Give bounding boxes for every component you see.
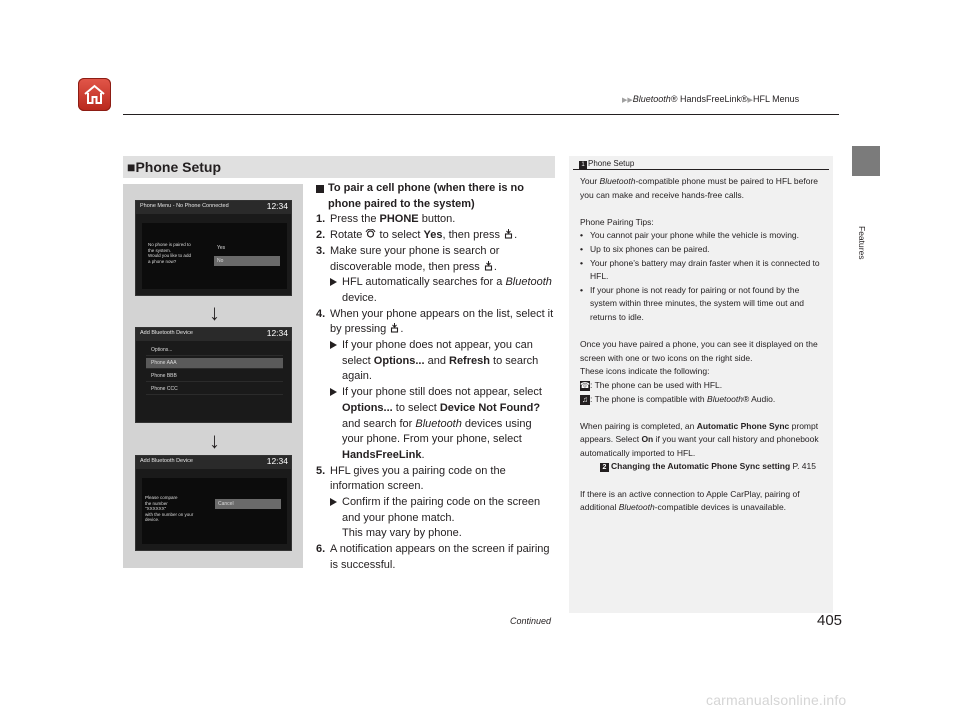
note-auto-search: HFL automatically searches for a Bluetooth device. xyxy=(330,275,556,306)
knob-icon xyxy=(365,229,376,239)
list-item-phone-bbb[interactable]: Phone BBB xyxy=(146,371,283,382)
dialog-message: No phone is paired to the system. Would you like to add a phone now? xyxy=(148,242,191,264)
note-confirm-code: Confirm if the pairing code on the screen and your phone match. This may vary by phone. xyxy=(330,495,556,542)
breadcrumb-bluetooth[interactable]: Bluetooth xyxy=(632,94,671,104)
press-icon xyxy=(389,323,400,333)
list-item-options[interactable]: Options... xyxy=(146,345,283,356)
step-2: 2. Rotate to select Yes, then press . xyxy=(316,229,518,242)
screen-title: Phone Menu - No Phone Connected xyxy=(140,203,229,209)
header-rule xyxy=(123,114,839,115)
home-button[interactable] xyxy=(78,78,111,111)
tip-item: • You cannot pair your phone while the vehicle is moving. xyxy=(580,229,828,243)
side-note-panel xyxy=(569,156,833,613)
step-5: 5. HFL gives you a pairing code on the information screen. Confirm if the pairing code on the screen and your phone match. This may vary by phone. xyxy=(316,464,556,543)
screen-clock: 12:34 xyxy=(266,201,288,211)
list-item-phone-aaa[interactable]: Phone AAA xyxy=(146,358,283,369)
audio-icon-row: ♫ : The phone is compatible with Bluetooth® Audio. xyxy=(582,393,776,404)
cancel-option[interactable]: Cancel xyxy=(215,499,281,509)
pairing-requirement: Your Bluetooth-compatible phone must be paired to HFL before you can make and receive hands-free calls. xyxy=(580,176,819,200)
note-arrow-icon xyxy=(330,341,337,349)
step-4: 4. When your phone appears on the list, select it by pressing . If your phone does not appear, you can select Options... and Refresh to search again. If your phone still does not appear, select Options... to select Device Not Found? and search for Bluetooth devices using your phone. From your phone, select HandsFreeLink. xyxy=(316,307,556,464)
tip-item: • Your phone’s battery may drain faster when it is connected to HFL. xyxy=(580,257,828,284)
reference-icon: 2 xyxy=(600,463,609,472)
list-item-phone-ccc[interactable]: Phone CCC xyxy=(146,384,283,395)
note-arrow-icon xyxy=(330,498,337,506)
continued-label: Continued xyxy=(510,616,552,626)
note-device-not-found: If your phone still does not appear, select Options... to select Device Not Found? and search for Bluetooth devices using your phone. From your phone, select HandsFreeLink. xyxy=(330,385,556,464)
breadcrumb-hfl[interactable]: ® HandsFreeLink® xyxy=(670,94,748,104)
section-tab[interactable] xyxy=(852,146,880,176)
tips-title: Phone Pairing Tips: xyxy=(580,216,654,227)
section-heading: ■Phone Setup xyxy=(123,156,555,178)
page-number: 405 xyxy=(817,612,843,629)
home-icon xyxy=(83,83,106,106)
paired-phone-info: Once you have paired a phone, you can see it displayed on the screen with one or two icons on the right side. xyxy=(580,339,818,363)
tip-item: • If your phone is not ready for pairing or not found by the system within three minutes, the system will time out and returns to idle. xyxy=(580,284,828,325)
press-icon xyxy=(483,261,494,271)
hfl-icon-row: ☎ : The phone can be used with HFL. xyxy=(580,379,723,390)
breadcrumb-hfl-menus[interactable]: HFL Menus xyxy=(753,94,800,104)
auto-sync-info: When pairing is completed, an Automatic Phone Sync prompt appears. Select On if you want your call history and phonebook automatically imported to HFL. xyxy=(580,420,819,458)
screen-clock: 12:34 xyxy=(266,328,288,338)
step-6: 6. A notification appears on the screen if pairing is successful. xyxy=(316,543,550,571)
note-arrow-icon xyxy=(330,278,337,286)
yes-option[interactable]: Yes xyxy=(217,245,226,251)
carplay-info: If there is an active connection to Apple CarPlay, pairing of additional Bluetooth-compatible devices is unavailable. xyxy=(580,488,800,513)
down-arrow-icon: ↓ xyxy=(209,300,220,325)
screen-title: Add Bluetooth Device xyxy=(140,458,193,464)
step-1: 1. Press the PHONE button. xyxy=(316,213,456,226)
no-option[interactable]: No xyxy=(214,256,280,266)
phone-icon: ☎ xyxy=(580,380,590,390)
pairing-steps xyxy=(316,181,556,574)
press-icon xyxy=(503,229,514,239)
note-arrow-icon xyxy=(330,388,337,396)
screen-phone-menu xyxy=(135,200,292,296)
watermark: carmanualsonline.info xyxy=(706,692,847,708)
step-3: 3. Make sure your phone is search or discoverable mode, then press . HFL automatically searches for a Bluetooth device. xyxy=(316,244,556,307)
cross-reference-link[interactable]: 2 Changing the Automatic Phone Sync setting P. 415 xyxy=(580,460,828,474)
screen-clock: 12:34 xyxy=(266,456,288,466)
breadcrumb: ▶▶Bluetooth® HandsFreeLink®▶HFL Menus xyxy=(622,94,800,104)
pairing-message: Please compare the number "XXXXXX" with the number on your device. xyxy=(145,495,194,522)
note-refresh: If your phone does not appear, you can select Options... and Refresh to search again. xyxy=(330,338,556,385)
music-icon: ♫ xyxy=(582,394,588,404)
screen-add-device-list xyxy=(135,327,292,423)
section-label: Features xyxy=(857,226,867,260)
screen-pairing-code xyxy=(135,455,292,551)
tip-item: • Up to six phones can be paired. xyxy=(580,243,828,257)
down-arrow-icon: ↓ xyxy=(209,428,220,453)
steps-heading: To pair a cell phone (when there is no phone paired to the system) xyxy=(316,181,556,212)
icons-intro: These icons indicate the following: xyxy=(580,366,710,377)
side-note-heading: 1 Phone Setup xyxy=(579,159,634,169)
screen-title: Add Bluetooth Device xyxy=(140,330,193,336)
